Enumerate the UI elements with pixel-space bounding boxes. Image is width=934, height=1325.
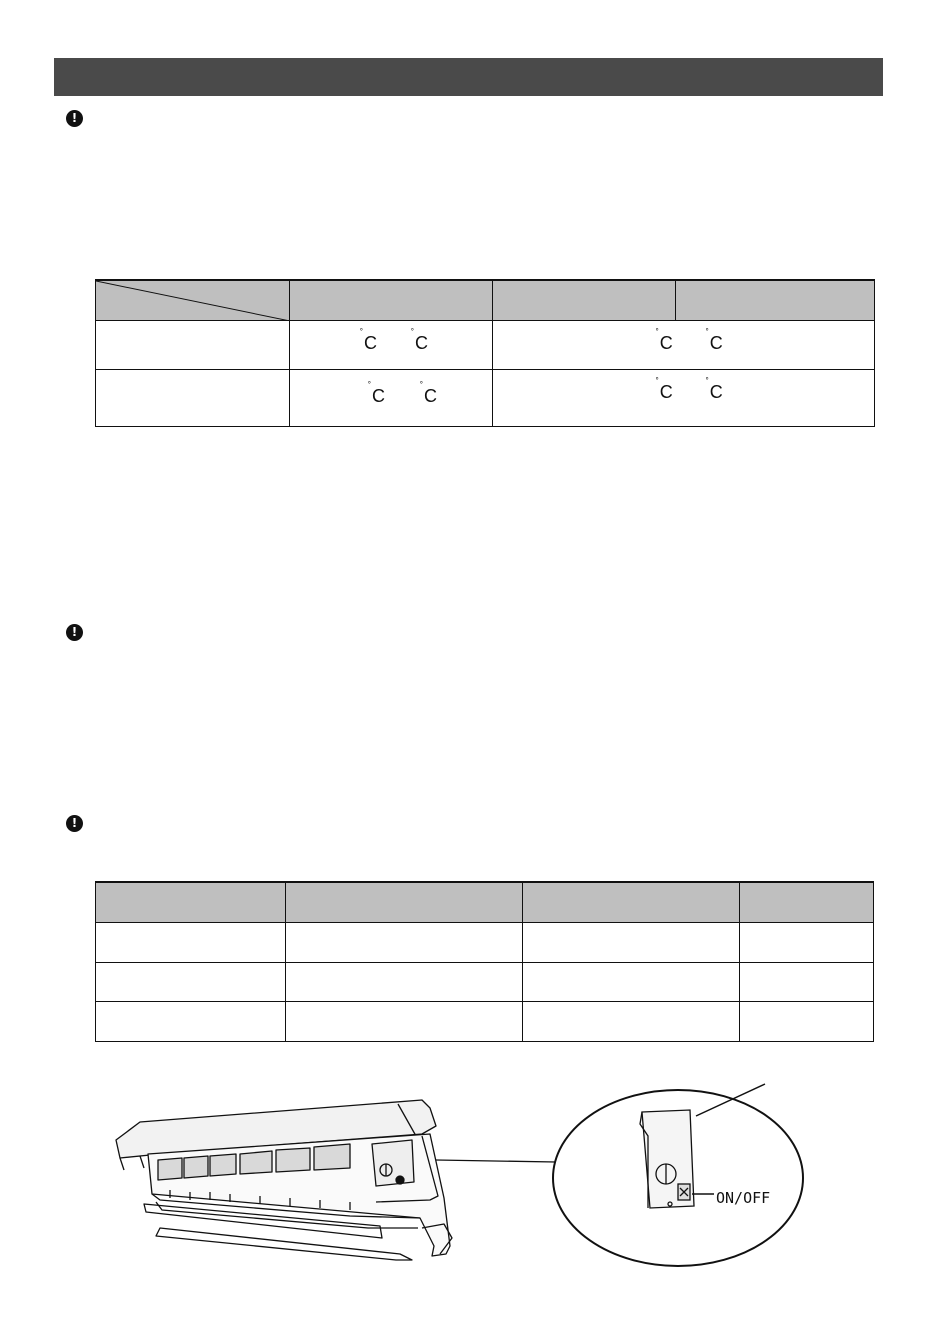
unit-label: °C [419, 379, 437, 406]
temperature-range-cell [493, 369, 875, 426]
header-cell [740, 882, 874, 922]
table-header-row [96, 882, 874, 922]
indoor-unit-illustration [100, 1078, 880, 1278]
unit-label: °C [410, 326, 428, 353]
unit-label: °C [359, 326, 377, 353]
header-cell [493, 280, 676, 320]
unit-label: °C [655, 375, 673, 402]
warning-icon: ! [66, 110, 83, 127]
on-off-switch-label: ON/OFF [716, 1189, 771, 1207]
header-cell [676, 280, 875, 320]
section-header-bar [54, 58, 883, 96]
header-cell [289, 280, 493, 320]
temperature-table [95, 279, 875, 427]
table-row [96, 962, 874, 1001]
table-row [96, 1001, 874, 1041]
diagonal-header-cell [96, 280, 290, 320]
unit-label: °C [705, 375, 723, 402]
table-row [96, 320, 875, 369]
info-table [95, 881, 874, 1042]
row-label-cell [96, 369, 290, 426]
temperature-range-cell [289, 320, 493, 369]
header-cell [285, 882, 523, 922]
temperature-range-cell [289, 369, 493, 426]
diagonal-line [96, 281, 290, 321]
header-cell [523, 882, 740, 922]
warning-icon: ! [66, 815, 83, 832]
unit-label: °C [367, 379, 385, 406]
unit-label: °C [705, 326, 723, 353]
header-cell [96, 882, 286, 922]
row-label-cell [96, 320, 290, 369]
warning-icon: ! [66, 624, 83, 641]
table-row [96, 369, 875, 426]
table-header-row [96, 280, 875, 320]
table-row [96, 922, 874, 962]
unit-label: °C [655, 326, 673, 353]
temperature-range-cell [493, 320, 875, 369]
